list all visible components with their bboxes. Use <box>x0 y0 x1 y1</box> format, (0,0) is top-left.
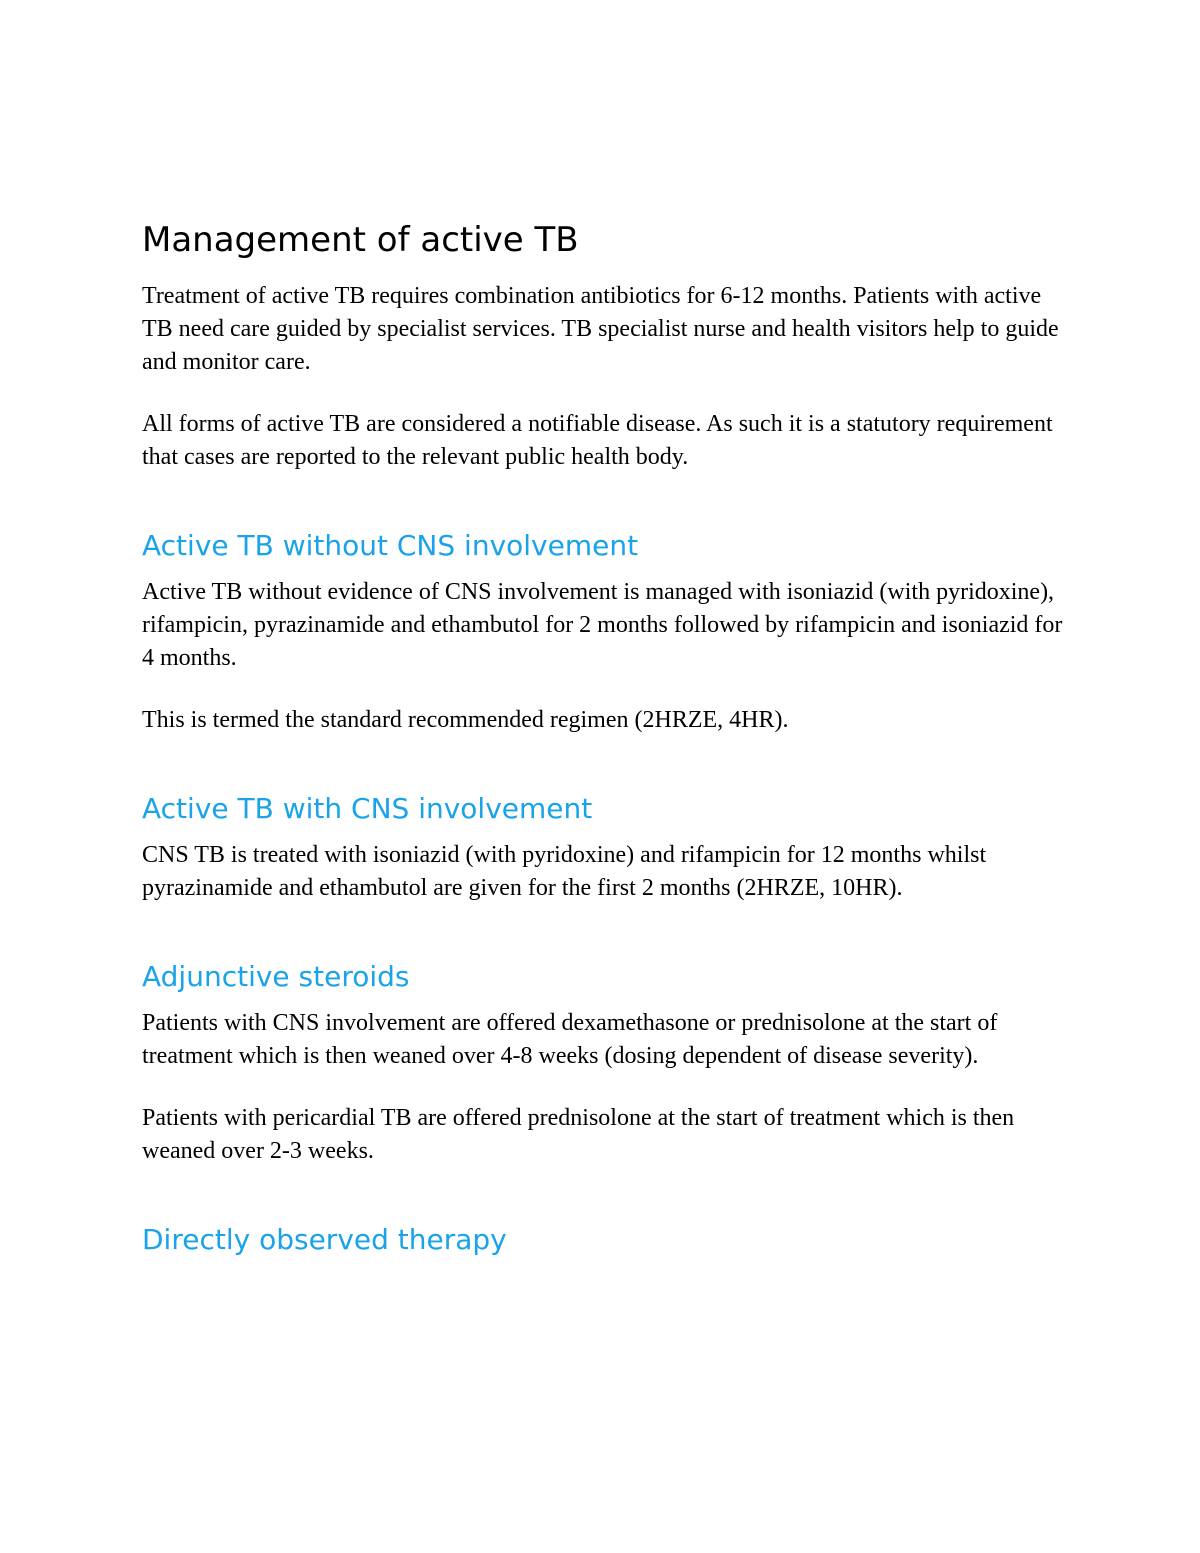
section-heading-without-cns: Active TB without CNS involvement <box>142 529 639 562</box>
intro-paragraph-1: Treatment of active TB requires combination antibiotics for 6-12 months. Patients with active TB need care guided by specialist services. TB specialist nurse and health visitors help to guide and monitor care. <box>142 283 1059 375</box>
section-heading-directly-observed-therapy: Directly observed therapy <box>142 1223 507 1256</box>
section-steroids-paragraph-1: Patients with CNS involvement are offered dexamethasone or prednisolone at the start of treatment which is then weaned over 4-8 weeks (dosing dependent of disease severity). <box>142 1010 998 1069</box>
page-title: Management of active TB <box>142 220 579 260</box>
section-without-cns-paragraph-2: This is termed the standard recommended regimen (2HRZE, 4HR). <box>142 707 789 733</box>
section-with-cns-paragraph-1: CNS TB is treated with isoniazid (with pyridoxine) and rifampicin for 12 months whilst pyrazinamide and ethambutol are given for the first 2 months (2HRZE, 10HR). <box>142 842 987 901</box>
section-steroids-paragraph-2: Patients with pericardial TB are offered prednisolone at the start of treatment which is then weaned over 2-3 weeks. <box>142 1105 1015 1164</box>
section-heading-with-cns: Active TB with CNS involvement <box>142 792 593 825</box>
section-heading-adjunctive-steroids: Adjunctive steroids <box>142 960 410 993</box>
intro-paragraph-2: All forms of active TB are considered a notifiable disease. As such it is a statutory requirement that cases are reported to the relevant public health body. <box>142 411 1053 470</box>
section-without-cns-paragraph-1: Active TB without evidence of CNS involvement is managed with isoniazid (with pyridoxine), rifampicin, pyrazinamide and ethambutol for 2 months followed by rifampicin and isoniazid for 4 months. <box>142 579 1063 671</box>
document-content <box>142 216 1072 1270</box>
